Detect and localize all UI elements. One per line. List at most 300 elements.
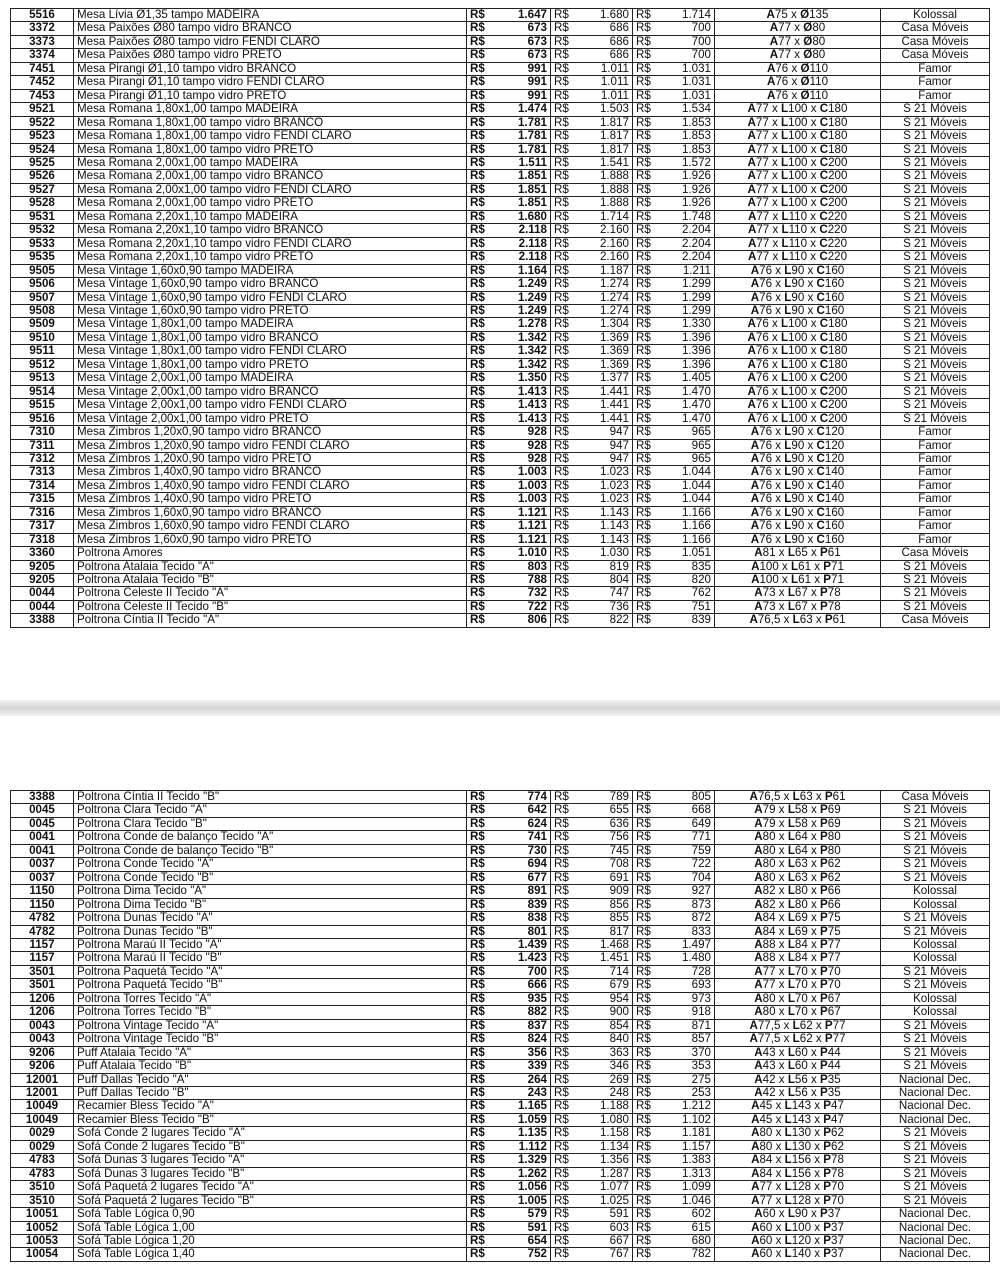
table-row [11,412,990,425]
currency-label: R$ [551,224,577,237]
brand-name: S 21 Móveis [881,331,990,344]
currency-label: R$ [467,103,493,116]
dimensions: A77 x L110 x C220 [715,224,881,237]
price-2: 591 [609,1207,629,1221]
currency-label: R$ [633,479,659,492]
price-1: 1.342 [517,344,547,358]
currency-label: R$ [633,1221,659,1234]
currency-label: R$ [551,318,577,331]
dimensions: A76 x L90 x C140 [715,466,881,479]
brand-name: Famor [881,479,990,492]
currency-label: R$ [633,331,659,344]
currency-label: R$ [551,372,577,385]
dimensions: A76 x L100 x C180 [715,318,881,331]
price-3: 1.926 [681,196,711,210]
product-code: 9516 [11,412,74,425]
dimensions: A77 x L100 x C180 [715,130,881,143]
product-name: Poltrona Conde de balanço Tecido "A" [74,831,467,844]
table-row [11,103,990,116]
price-1: 677 [527,871,547,884]
currency-label: R$ [633,1194,659,1207]
price-1: 1.413 [517,412,547,425]
product-code: 9206 [11,1046,74,1059]
price-2: 691 [609,871,629,884]
currency-label: R$ [467,89,493,102]
price-2: 1.274 [599,277,629,291]
currency-label: R$ [633,439,659,452]
currency-label: R$ [633,1019,659,1032]
price-3: 1.313 [681,1167,711,1180]
product-code: 0041 [11,844,74,857]
price-1: 1.350 [517,371,547,385]
currency-label: R$ [467,560,493,573]
table-row [11,1100,990,1113]
brand-name: Kolossal [881,885,990,898]
product-code: 0043 [11,1033,74,1046]
price-2: 1.011 [600,75,629,89]
currency-label: R$ [633,1248,659,1261]
table-row [11,1181,990,1194]
product-name: Recamier Bless Tecido "B" [74,1113,467,1126]
currency-label: R$ [633,1208,659,1221]
currency-label: R$ [551,278,577,291]
dimensions: A80 x L70 x P67 [715,1006,881,1019]
product-name: Mesa Zimbros 1,20x0,90 tampo vidro BRANCO [74,426,467,439]
price-2: 1.143 [599,519,629,533]
currency-label: R$ [467,466,493,479]
price-2: 363 [609,1046,629,1059]
currency-label: R$ [551,1181,577,1194]
price-1: 1.003 [517,465,547,479]
product-code: 7312 [11,452,74,465]
currency-label: R$ [633,1127,659,1140]
price-3: 1.714 [681,8,711,21]
currency-label: R$ [633,358,659,371]
currency-label: R$ [467,237,493,250]
currency-label: R$ [467,1248,493,1261]
price-1: 1.781 [517,116,547,129]
price-1: 882 [527,1005,547,1019]
product-name: Poltrona Paquetá Tecido "B" [74,979,467,992]
price-3: 1.166 [681,519,711,533]
product-name: Sofá Paquetá 2 lugares Tecido "B" [74,1194,467,1207]
currency-label: R$ [467,898,493,911]
price-1: 991 [527,75,547,89]
currency-label: R$ [467,925,493,938]
price-3: 751 [691,600,711,613]
price-3: 965 [691,425,711,439]
currency-label: R$ [633,804,659,817]
currency-label: R$ [551,62,577,75]
price-2: 1.888 [599,196,629,210]
dimensions: A60 x L90 x P37 [715,1208,881,1221]
price-3: 1.572 [681,156,711,169]
brand-name: S 21 Móveis [881,197,990,210]
price-1: 1.112 [518,1140,547,1153]
currency-label: R$ [467,804,493,817]
price-3: 1.470 [681,412,711,425]
currency-label: R$ [633,871,659,884]
brand-name: Kolossal [881,992,990,1005]
brand-name: S 21 Móveis [881,1060,990,1073]
currency-label: R$ [633,116,659,129]
price-1: 741 [527,830,547,844]
product-name: Poltrona Cíntia II Tecido "B" [74,791,467,804]
price-1: 1.851 [517,196,547,210]
price-2: 1.187 [599,264,629,277]
price-2: 1.143 [599,506,629,519]
currency-label: R$ [633,560,659,573]
currency-label: R$ [551,979,577,992]
currency-label: R$ [551,1248,577,1261]
product-name: Poltrona Clara Tecido "A" [74,804,467,817]
brand-name: S 21 Móveis [881,143,990,156]
table-row [11,1019,990,1032]
price-3: 615 [691,1221,711,1234]
currency-label: R$ [467,614,493,627]
table-row [11,614,990,627]
price-2: 603 [609,1221,629,1234]
product-code: 9512 [11,358,74,371]
product-name: Mesa Vintage 2,00x1,00 tampo vidro FENDI CLARO [74,399,467,412]
price-3: 1.157 [681,1140,711,1153]
currency-label: R$ [467,831,493,844]
price-1: 928 [527,439,547,452]
price-2: 1.158 [599,1126,629,1140]
brand-name: Kolossal [881,1006,990,1019]
currency-label: R$ [467,1006,493,1019]
table-row [11,130,990,143]
dimensions: A81 x L65 x P61 [715,547,881,560]
product-code: 1206 [11,992,74,1005]
currency-label: R$ [551,791,577,804]
dimensions: A77 x L100 x C200 [715,197,881,210]
price-2: 1.011 [600,89,629,102]
table-row [11,1248,990,1261]
currency-label: R$ [633,600,659,613]
price-2: 1.817 [599,143,629,156]
table-row [11,251,990,264]
brand-name: S 21 Móveis [881,1181,990,1194]
dimensions: A77 x L110 x C220 [715,251,881,264]
table-row [11,318,990,331]
brand-name: S 21 Móveis [881,251,990,264]
price-2: 269 [609,1073,629,1086]
product-code: 0037 [11,858,74,871]
price-1: 1.781 [517,143,547,156]
price-1: 806 [527,613,547,627]
currency-label: R$ [633,520,659,533]
currency-label: R$ [467,399,493,412]
price-3: 602 [691,1207,711,1221]
currency-label: R$ [551,831,577,844]
price-3: 1.031 [681,62,711,75]
currency-label: R$ [633,251,659,264]
table-row [11,587,990,600]
brand-name: Nacional Dec. [881,1100,990,1113]
dimensions: A79 x L58 x P69 [715,804,881,817]
product-name: Poltrona Conde Tecido "A" [74,858,467,871]
product-code: 3360 [11,547,74,560]
product-name: Mesa Zimbros 1,60x0,90 tampo vidro PRETO [74,533,467,546]
price-1: 2.118 [518,237,547,250]
price-3: 2.204 [681,223,711,237]
currency-label: R$ [467,62,493,75]
currency-label: R$ [551,479,577,492]
table-row [11,560,990,573]
currency-label: R$ [633,791,659,804]
product-name: Poltrona Torres Tecido "A" [74,992,467,1005]
price-2: 248 [609,1086,629,1099]
currency-label: R$ [633,831,659,844]
price-1: 673 [527,21,547,35]
currency-label: R$ [551,574,577,587]
product-name: Mesa Vintage 1,60x0,90 tampo vidro BRANCO [74,278,467,291]
currency-label: R$ [633,76,659,89]
brand-name: S 21 Móveis [881,156,990,169]
product-name: Mesa Pirangi Ø1,10 tampo vidro PRETO [74,89,467,102]
price-table-body [11,791,990,1262]
price-2: 1.714 [599,210,629,223]
currency-label: R$ [551,426,577,439]
currency-label: R$ [551,466,577,479]
price-3: 1.396 [681,358,711,371]
currency-label: R$ [551,938,577,951]
brand-name: Nacional Dec. [881,1086,990,1099]
dimensions: A84 x L156 x P78 [715,1167,881,1180]
currency-label: R$ [467,817,493,830]
dimensions: A60 x L120 x P37 [715,1234,881,1247]
product-name: Poltrona Dima Tecido "A" [74,885,467,898]
product-code: 9521 [11,103,74,116]
price-3: 965 [691,439,711,452]
price-1: 752 [527,1247,547,1261]
brand-name: S 21 Móveis [881,385,990,398]
dimensions: A80 x L64 x P80 [715,844,881,857]
table-row [11,1060,990,1073]
price-2: 747 [609,586,629,600]
currency-label: R$ [633,224,659,237]
price-1: 1.851 [517,183,547,196]
table-row [11,844,990,857]
price-2: 1.274 [599,291,629,304]
price-1: 1.003 [517,479,547,492]
currency-label: R$ [467,76,493,89]
price-3: 918 [691,1005,711,1019]
dimensions: A76,5 x L63 x P61 [715,614,881,627]
currency-label: R$ [551,1006,577,1019]
price-1: 1.278 [517,317,547,331]
price-3: 1.046 [681,1194,711,1207]
product-name: Mesa Zimbros 1,60x0,90 tampo vidro BRANCO [74,506,467,519]
price-3: 857 [691,1032,711,1046]
dimensions: A77 x L100 x C180 [715,116,881,129]
price-3: 873 [691,898,711,911]
product-code: 0029 [11,1140,74,1153]
product-name: Poltrona Atalaia Tecido "B" [74,574,467,587]
price-2: 1.888 [599,169,629,183]
table-row [11,898,990,911]
price-2: 855 [609,911,629,925]
brand-name: S 21 Móveis [881,1046,990,1059]
product-code: 10054 [11,1248,74,1261]
table-row [11,1140,990,1153]
table-row [11,439,990,452]
product-name: Poltrona Clara Tecido "B" [74,817,467,830]
dimensions: A80 x L63 x P62 [715,858,881,871]
brand-name: Casa Móveis [881,547,990,560]
price-3: 771 [691,830,711,844]
brand-name: Casa Móveis [881,49,990,62]
brand-name: Casa Móveis [881,791,990,804]
product-code: 3388 [11,791,74,804]
table-row [11,979,990,992]
price-1: 1.413 [517,385,547,398]
price-3: 820 [691,573,711,587]
table-row [11,938,990,951]
currency-label: R$ [551,170,577,183]
currency-label: R$ [551,237,577,250]
price-2: 1.377 [599,371,629,385]
price-1: 722 [527,600,547,613]
price-3: 1.383 [681,1153,711,1167]
product-code: 7313 [11,466,74,479]
product-code: 9514 [11,385,74,398]
product-code: 7451 [11,62,74,75]
price-1: 1.680 [517,210,547,223]
price-1: 1.164 [517,264,547,277]
table-row [11,925,990,938]
currency-label: R$ [467,1154,493,1167]
product-name: Sofá Table Lógica 0,90 [74,1208,467,1221]
product-code: 10053 [11,1234,74,1247]
price-3: 370 [691,1046,711,1059]
dimensions: A76 x L90 x C140 [715,493,881,506]
table-row [11,1006,990,1019]
dimensions: A77 x L128 x P70 [715,1194,881,1207]
product-name: Mesa Vintage 1,80x1,00 tampo vidro FENDI CLARO [74,345,467,358]
dimensions: A76 x L90 x C140 [715,479,881,492]
price-2: 679 [609,978,629,992]
dimensions: A84 x L69 x P75 [715,925,881,938]
price-1: 666 [527,978,547,992]
price-1: 1.121 [517,506,547,519]
product-code: 7311 [11,439,74,452]
price-1: 774 [527,790,547,803]
product-name: Sofá Table Lógica 1,20 [74,1234,467,1247]
dimensions: A76 x Ø110 [715,76,881,89]
currency-label: R$ [467,1221,493,1234]
product-name: Poltrona Dima Tecido "B" [74,898,467,911]
dimensions: A76 x L100 x C180 [715,331,881,344]
currency-label: R$ [633,62,659,75]
product-code: 7318 [11,533,74,546]
price-3: 759 [691,844,711,857]
brand-name: S 21 Móveis [881,372,990,385]
currency-label: R$ [633,49,659,62]
dimensions: A77,5 x L62 x P77 [715,1019,881,1032]
dimensions: A73 x L67 x P78 [715,587,881,600]
dimensions: A75 x Ø135 [715,9,881,22]
dimensions: A76 x L100 x C180 [715,345,881,358]
currency-label: R$ [633,992,659,1005]
product-code: 0043 [11,1019,74,1032]
brand-name: S 21 Móveis [881,224,990,237]
product-name: Poltrona Vintage Tecido "A" [74,1019,467,1032]
brand-name: S 21 Móveis [881,183,990,196]
price-1: 788 [527,573,547,587]
brand-name: Famor [881,62,990,75]
brand-name: S 21 Móveis [881,817,990,830]
brand-name: S 21 Móveis [881,1140,990,1153]
table-row [11,871,990,884]
currency-label: R$ [551,506,577,519]
currency-label: R$ [467,251,493,264]
price-3: 253 [691,1086,711,1099]
price-2: 655 [609,803,629,817]
table-row [11,385,990,398]
currency-label: R$ [551,587,577,600]
dimensions: A76 x Ø110 [715,62,881,75]
price-2: 1.369 [599,358,629,371]
currency-label: R$ [467,979,493,992]
table-row [11,278,990,291]
currency-label: R$ [633,412,659,425]
table-row [11,210,990,223]
brand-name: S 21 Móveis [881,358,990,371]
currency-label: R$ [551,345,577,358]
dimensions: A77 x L128 x P70 [715,1181,881,1194]
dimensions: A43 x L60 x P44 [715,1060,881,1073]
product-code: 9505 [11,264,74,277]
table-row [11,264,990,277]
product-code: 9205 [11,574,74,587]
brand-name: S 21 Móveis [881,1167,990,1180]
currency-label: R$ [467,318,493,331]
product-code: 1157 [11,938,74,951]
price-2: 756 [609,830,629,844]
price-2: 804 [609,573,629,587]
price-3: 1.299 [681,277,711,291]
currency-label: R$ [551,412,577,425]
table-row [11,965,990,978]
product-code: 9533 [11,237,74,250]
product-name: Mesa Romana 2,00x1,00 tampo MADEIRA [74,156,467,169]
table-row [11,143,990,156]
price-1: 1.003 [517,492,547,506]
brand-name: Casa Móveis [881,35,990,48]
table-row [11,493,990,506]
table-row [11,574,990,587]
price-3: 1.051 [681,546,711,560]
currency-label: R$ [467,600,493,613]
dimensions: A80 x L70 x P67 [715,992,881,1005]
product-code: 9523 [11,130,74,143]
product-name: Mesa Romana 2,00x1,00 tampo vidro BRANCO [74,170,467,183]
brand-name: S 21 Móveis [881,278,990,291]
dimensions: A42 x L56 x P35 [715,1086,881,1099]
product-code: 9205 [11,560,74,573]
table-row [11,304,990,317]
price-2: 789 [609,790,629,803]
currency-label: R$ [467,452,493,465]
currency-label: R$ [633,372,659,385]
price-3: 1.853 [681,143,711,156]
currency-label: R$ [467,1086,493,1099]
price-3: 722 [691,857,711,871]
dimensions: A76 x Ø110 [715,89,881,102]
currency-label: R$ [633,399,659,412]
